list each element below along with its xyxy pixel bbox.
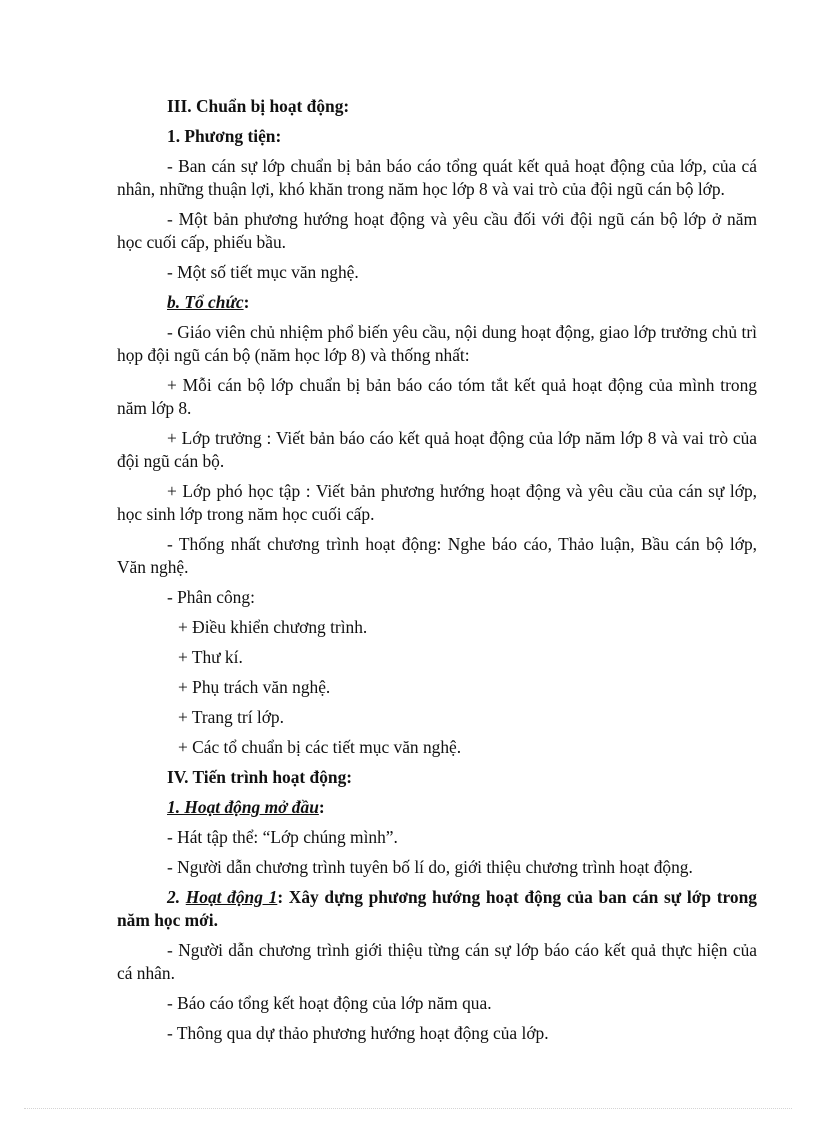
subheading-hoat-dong-mo-dau bbox=[117, 796, 757, 819]
section-3-heading: III. Chuẩn bị hoạt động: bbox=[167, 96, 350, 116]
paragraph: - Người dẫn chương trình tuyên bố lí do, giới thiệu chương trình hoạt động. bbox=[167, 857, 693, 877]
paragraph: - Thống nhất chương trình hoạt động: Nghe báo cáo, Thảo luận, Bầu cán bộ lớp, Văn nghệ. bbox=[117, 534, 757, 577]
activity-1-heading bbox=[117, 886, 757, 932]
section-4-heading: IV. Tiến trình hoạt động: bbox=[167, 767, 353, 787]
paragraph: - Thông qua dự thảo phương hướng hoạt động của lớp. bbox=[167, 1023, 549, 1043]
paragraph: - Người dẫn chương trình giới thiệu từng cán sự lớp báo cáo kết quả thực hiện của cá nhân. bbox=[117, 940, 757, 983]
list-item: + Các tổ chuẩn bị các tiết mục văn nghệ. bbox=[178, 737, 462, 757]
paragraph: - Ban cán sự lớp chuẩn bị bản báo cáo tổng quát kết quả hoạt động của lớp, của cá nhân, những thuận lợi, khó khăn trong năm học lớp 8 và vai trò của đội ngũ cán bộ lớp. bbox=[117, 156, 757, 199]
paragraph: - Một bản phương hướng hoạt động và yêu cầu đối với đội ngũ cán bộ lớp ở năm học cuối cấp, phiếu bầu. bbox=[117, 209, 757, 252]
paragraph: + Mỗi cán bộ lớp chuẩn bị bản báo cáo tóm tắt kết quả hoạt động của mình trong năm lớp 8. bbox=[117, 375, 757, 418]
paragraph: - Hát tập thể: “Lớp chúng mình”. bbox=[167, 827, 398, 847]
activity-1-label: Hoạt động 1 bbox=[185, 887, 278, 907]
subheading-to-chuc-label: b. Tổ chức bbox=[167, 292, 244, 312]
subheading-phuong-tien: 1. Phương tiện: bbox=[167, 126, 282, 146]
colon: : bbox=[318, 797, 325, 817]
list-item: + Thư kí. bbox=[178, 647, 243, 667]
paragraph: - Báo cáo tổng kết hoạt động của lớp năm qua. bbox=[167, 993, 492, 1013]
paragraph: + Lớp phó học tập : Viết bản phương hướng hoạt động và yêu cầu của cán sự lớp, học sinh lớp trong năm học cuối cấp. bbox=[117, 481, 757, 524]
list-item: + Trang trí lớp. bbox=[178, 707, 284, 727]
paragraph: + Lớp trưởng : Viết bản báo cáo kết quả hoạt động của lớp năm lớp 8 và vai trò của đội ngũ cán bộ. bbox=[117, 428, 757, 471]
page-footer-divider bbox=[24, 1108, 792, 1109]
subheading-hoat-dong-mo-dau-label: 1. Hoạt động mở đầu bbox=[167, 797, 319, 817]
activity-1-number: 2. bbox=[167, 887, 186, 907]
colon: : bbox=[243, 292, 250, 312]
list-item: + Phụ trách văn nghệ. bbox=[178, 677, 331, 697]
list-item: + Điều khiển chương trình. bbox=[178, 617, 368, 637]
activity-1-title: : Xây dựng phương hướng hoạt động của ban cán sự lớp trong năm học mới. bbox=[117, 887, 757, 930]
paragraph: - Giáo viên chủ nhiệm phổ biến yêu cầu, nội dung hoạt động, giao lớp trưởng chủ trì họp đội ngũ cán bộ (năm học lớp 8) và thống nhất: bbox=[117, 322, 757, 365]
document-page bbox=[117, 95, 757, 1052]
paragraph: - Phân công: bbox=[167, 587, 255, 607]
subheading-to-chuc bbox=[117, 291, 757, 314]
paragraph: - Một số tiết mục văn nghệ. bbox=[167, 262, 359, 282]
